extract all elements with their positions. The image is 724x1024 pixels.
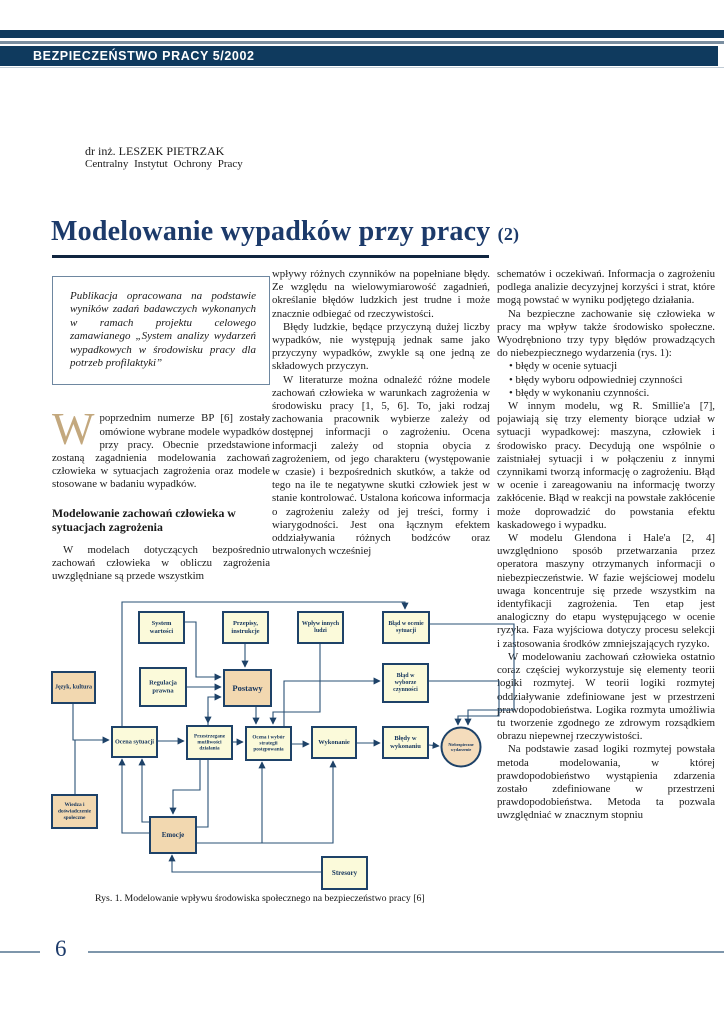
paragraph: Błędy ludzkie, będące przyczyną dużej liczby wypadków, nie występują jednak same jako przyczyny wypadków, zwykle są one jedną ze składowych przyczyn. <box>272 320 490 373</box>
column-middle <box>272 268 490 558</box>
lead-paragraph <box>52 404 270 491</box>
diagram-node-ocena-i-wybor <box>246 727 291 760</box>
diagram-node-wiedza-spoleczna <box>52 795 97 828</box>
diagram-edge <box>429 681 499 725</box>
diagram-node-regulacja-prawna <box>140 668 186 706</box>
bullet-item: • błędy wyboru odpowiedniej czynności <box>509 373 683 386</box>
abstract-text: Publikacja opracowana na podstawie wyników zadań badawczych wykonanych w ramach projektu celowego zamawianego „System analizy wydarzeń wypadkowych w środowisku pracy dla potrzeb profilaktyki” <box>70 290 256 370</box>
bullet-item: • błędy w wykonaniu czynności. <box>509 386 650 399</box>
byline-author: dr inż. LESZEK PIETRZAK <box>85 144 225 158</box>
paragraph: Na bezpieczne zachowanie się człowieka w pracy ma wpływ także środowisko społeczne. Wyodrębniono trzy typy błędów prowadzących do niebezpiecznego wydarzenia (rys. 1): <box>497 307 715 360</box>
diagram-node-przepisy-instrukcje <box>223 612 268 643</box>
top-navy-rule <box>0 30 724 38</box>
masthead-underline <box>0 67 724 68</box>
footer-rule-left <box>0 951 40 953</box>
diagram-node-label: Stresory <box>331 869 358 877</box>
paragraph: Na podstawie zasad logiki rozmytej powstała metoda modelowania, w której prawdopodobieństwo wystąpienia zdarzenia zostało zdefiniowane w przestrzeni prawdopodobieństwa. Metoda ta pozwala uwzględniać w znacznym stopniu <box>497 743 715 822</box>
article-title-main: Modelowanie wypadków przy pracy <box>51 216 491 247</box>
diagram-node-label: Regulacja prawna <box>149 679 177 695</box>
diagram-node-label: Przestrzegane możliwości działania <box>193 733 226 752</box>
diagram-edge <box>172 855 321 872</box>
diagram-node-jezyk-kultura <box>52 672 95 703</box>
diagram-node-label: Postawy <box>232 683 263 693</box>
diagram-node-blad-w-ocenie-sytuacji <box>383 612 429 643</box>
diagram-node-blad-w-wyborze <box>383 664 428 702</box>
figure-caption: Rys. 1. Modelowanie wpływu środowiska społecznego na bezpieczeństwo pracy [6] <box>95 893 425 904</box>
diagram-node-label: Wykonanie <box>318 739 350 746</box>
paragraph: W modelu Glendona i Hale'a [2, 4] uwzględniono sposób przetwarzania przez operatora maszyny otrzymanych informacji o niebezpieczeństwie. W fazie wejściowej modelu uwaga koncentruje się przede wszystkim na identyfikacji zagrożenia. Ten etap jest analogiczny do etapu występującego w ocenie ryzyka. Faza wyjściowa dotyczy procesu selekcji i zastosowania środków zmniejszających ryzyko. <box>497 532 715 650</box>
footer-rule-right <box>88 951 724 953</box>
diagram-node-postawy <box>224 670 271 706</box>
diagram-node-label: Emocje <box>161 831 185 839</box>
slate-rule <box>0 41 724 44</box>
paragraph: W literaturze można odnaleźć różne modele zachowań człowieka w warunkach zagrożenia w środowisku pracy [1, 5, 6]. To, jaki rodzaj zachowania pracownik wybierze zależy od dostępnej informacji o zagrożeniu. Ocena informacji zależy od stopnia obycia z zagrożeniem, od jego charakteru (występowanie w czasie) i bezpośrednich skutków, a także od tego na ile te negatywne skutki człowiek jest w stanie kontrolować. Ustalona końcowa informacja o zagrożeniu zależy od jej treści, formy i wiarygodności. Jest ona łącznym efektem oddziaływania różnych bodźców oraz utrwalonych wcześniej <box>272 373 490 558</box>
diagram-node-label: Język, kultura <box>54 684 93 691</box>
drop-cap: W <box>52 404 95 455</box>
diagram-node-label: Błędy w wykonaniu <box>390 735 421 750</box>
diagram-node-emocje <box>150 817 196 853</box>
diagram-node-stresory <box>322 857 367 889</box>
paragraph: W modelowaniu zachowań człowieka ostatnio coraz częściej wykorzystuje się elementy teorii logiki rozmytej. W teorii logiki rozmytej oddziaływanie zdefiniowane jest w przestrzeni prawdopodobieństwa. Logika rozmyta umożliwia tu tworzenie zgodnego ze zdrowym rozsądkiem obrazu niepewnej rzeczywistości. <box>497 650 715 743</box>
diagram-edge <box>429 745 439 746</box>
paragraph: wpływy różnych czynników na popełniane błędy. Ze względu na wielowymiarowość zagadnień, określanie błędów ludzkich jest trudne i może znacznie odbiegać od rzeczywistości. <box>272 268 490 320</box>
section-heading: Modelowanie zachowań człowieka w sytuacjach zagrożenia <box>52 505 236 534</box>
figure-diagram <box>40 592 530 897</box>
diagram-edge <box>173 760 200 814</box>
paragraph: schematów i oczekiwań. Informacja o zagrożeniu podlega analizie decyzyjnej korzyści i strat, które mogą powstać w wyniku podjętego działania. <box>497 268 715 307</box>
diagram-edge <box>142 759 149 822</box>
diagram-edge <box>184 622 221 677</box>
diagram-node-label: Wpływ innych ludzi <box>301 620 340 635</box>
column-left <box>52 268 270 583</box>
diagram-node-label: Wiedza i doświadczenie społeczne <box>58 802 91 821</box>
diagram-node-niebezpieczne-wydarzenie <box>442 728 481 767</box>
diagram-node-label: Ocena i wybór strategii postępowania <box>252 734 285 753</box>
page-number: 6 <box>55 936 67 961</box>
diagram-node-wplyw-innych-ludzi <box>298 612 343 643</box>
diagram-node-wykonanie <box>312 727 356 758</box>
title-rule <box>52 255 489 258</box>
byline-affiliation: Centralny Instytut Ochrony Pracy <box>85 158 243 170</box>
diagram-edge <box>430 624 514 725</box>
diagram-node-label: System wartości <box>149 620 174 635</box>
diagram-node-label: Ocena sytuacji <box>114 738 155 746</box>
diagram-node-label: Błąd w wyborze czynności <box>393 672 418 694</box>
article-title-part: (2) <box>497 224 520 244</box>
diagram-edge <box>273 644 320 724</box>
masthead-bar <box>0 46 718 66</box>
diagram-node-przestrzegane <box>187 726 232 759</box>
paragraph: W innym modelu, wg R. Smillie'a [7], pojawiają się trzy elementy biorące udział w sytuacji wypadkowej: maszyna, człowiek i środowisko pracy. Decydują one wspólnie o zaistniałej sytuacji i w połączeniu z innymi czynnikami tworzą informację o zagrożeniu. Błąd w ocenie i zareagowaniu na informację tworzy zakłócenie. Błąd w reakcji na powstałe zakłócenie może doprowadzić do powstania efektu kaskadowego i wypadku. <box>497 400 715 531</box>
paragraph: poprzednim numerze BP [6] zostały omówione wybrane modele wypadków przy pracy. Obecnie przedstawione zostaną zagadnienia modelowania zachowań człowieka w sytuacjach zagrożenia oraz modele stosowane w badaniu wypadków. <box>52 412 270 491</box>
paragraph: W modelach dotyczących bezpośrednio zachowań człowieka w obliczu zagrożenia uwzględniane są przede wszystkim <box>52 543 270 583</box>
masthead-title: BEZPIECZEŃSTWO PRACY 5/2002 <box>33 49 255 63</box>
diagram-edge <box>73 704 109 740</box>
diagram-edge <box>284 681 380 726</box>
diagram-node-label: Błąd w ocenie sytuacji <box>388 620 424 635</box>
article-title <box>51 216 519 248</box>
diagram-node-label: Niebezpieczne wydarzenie <box>448 741 474 753</box>
abstract-box <box>52 276 270 385</box>
diagram-node-system-wartosci <box>139 612 184 643</box>
diagram-edge <box>197 761 333 843</box>
diagram-node-ocena-sytuacji <box>112 727 157 757</box>
bullet-item: • błędy w ocenie sytuacji <box>509 360 618 373</box>
diagram-node-label: Przepisy, instrukcje <box>231 620 260 635</box>
diagram-node-bledy-w-wykonaniu <box>383 727 428 758</box>
